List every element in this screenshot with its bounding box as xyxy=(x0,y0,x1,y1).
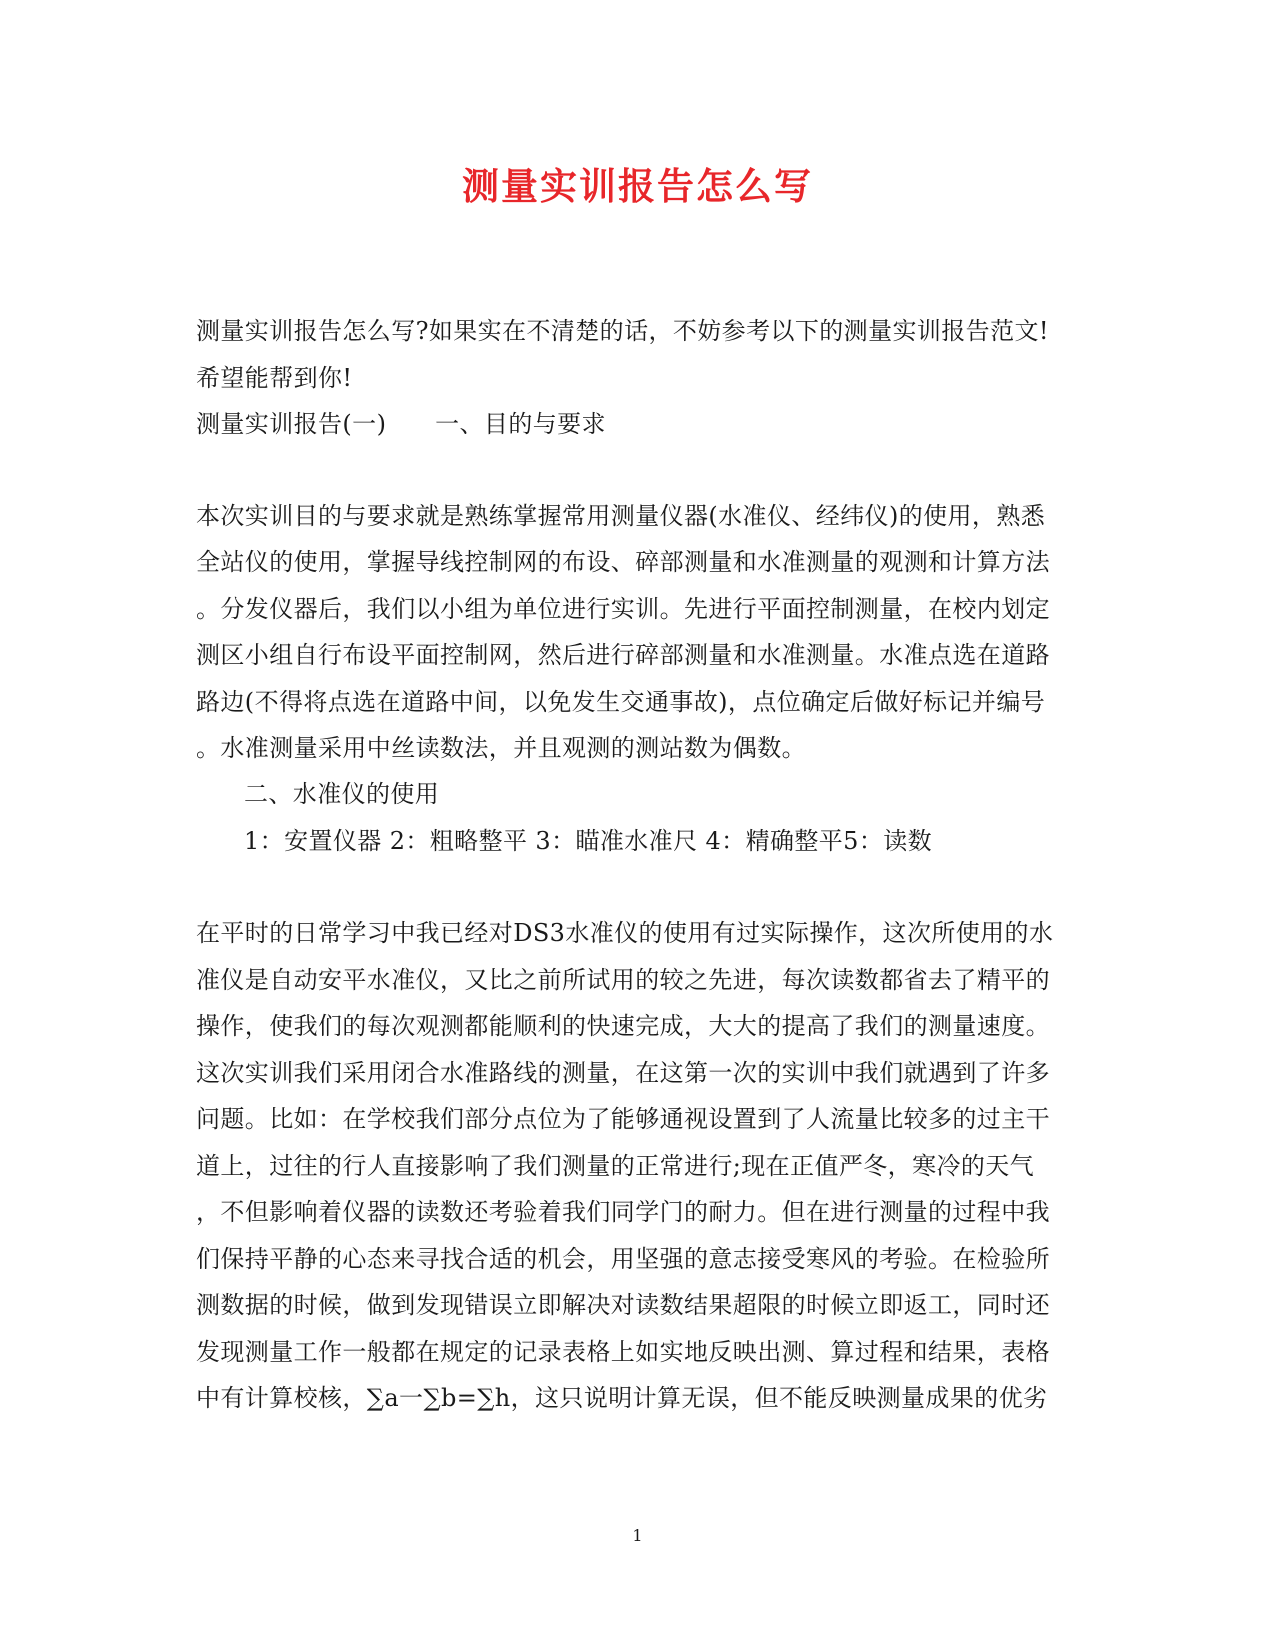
paragraph-line: 们保持平静的心态来寻找合适的机会，用坚强的意志接受寒风的考验。在检验所 xyxy=(196,1245,1050,1273)
paragraph-line: 路边(不得将点选在道路中间，以免发生交通事故)，点位确定后做好标记并编号 xyxy=(196,688,1046,716)
paragraph-line: 操作，使我们的每次观测都能顺利的快速完成，大大的提高了我们的测量速度。 xyxy=(196,1012,1050,1040)
paragraph-line: 全站仪的使用，掌握导线控制网的布设、碎部测量和水准测量的观测和计算方法 xyxy=(196,548,1050,576)
paragraph-line: 。分发仪器后，我们以小组为单位进行实训。先进行平面控制测量，在校内划定 xyxy=(196,595,1050,623)
step-list: 1：安置仪器 2：粗略整平 3：瞄准水准尺 4：精确整平5：读数 xyxy=(244,827,933,855)
paragraph-line: ，不但影响着仪器的读数还考验着我们同学门的耐力。但在进行测量的过程中我 xyxy=(196,1198,1050,1226)
paragraph-line: 测区小组自行布设平面控制网，然后进行碎部测量和水准测量。水准点选在道路 xyxy=(196,641,1050,669)
paragraph-line: 测量实训报告怎么写?如果实在不清楚的话，不妨参考以下的测量实训报告范文! xyxy=(196,317,1049,345)
page-number: 1 xyxy=(632,1526,643,1545)
paragraph-line: 希望能帮到你! xyxy=(196,364,353,392)
paragraph-line: 问题。比如：在学校我们部分点位为了能够通视设置到了人流量比较多的过主干 xyxy=(196,1105,1050,1133)
section-heading: 测量实训报告(一) 一、目的与要求 xyxy=(196,410,606,438)
paragraph-line: 道上，过往的行人直接影响了我们测量的正常进行;现在正值严冬，寒冷的天气 xyxy=(196,1152,1035,1180)
section-heading: 二、水准仪的使用 xyxy=(244,780,440,808)
paragraph-line: 在平时的日常学习中我已经对DS3水准仪的使用有过实际操作，这次所使用的水 xyxy=(196,919,1054,947)
paragraph-line: 本次实训目的与要求就是熟练掌握常用测量仪器(水准仪、经纬仪)的使用，熟悉 xyxy=(196,502,1046,530)
paragraph-line: 中有计算校核，∑a一∑b=∑h，这只说明计算无误，但不能反映测量成果的优劣 xyxy=(196,1384,1048,1412)
paragraph-line: 发现测量工作一般都在规定的记录表格上如实地反映出测、算过程和结果，表格 xyxy=(196,1338,1050,1366)
paragraph-line: 测数据的时候，做到发现错误立即解决对读数结果超限的时候立即返工，同时还 xyxy=(196,1291,1050,1319)
paragraph-line: 准仪是自动安平水准仪，又比之前所试用的较之先进，每次读数都省去了精平的 xyxy=(196,966,1050,994)
page-title: 测量实训报告怎么写 xyxy=(462,164,813,208)
paragraph-line: 这次实训我们采用闭合水准路线的测量，在这第一次的实训中我们就遇到了许多 xyxy=(196,1059,1050,1087)
paragraph-line: 。水准测量采用中丝读数法，并且观测的测站数为偶数。 xyxy=(196,734,806,762)
